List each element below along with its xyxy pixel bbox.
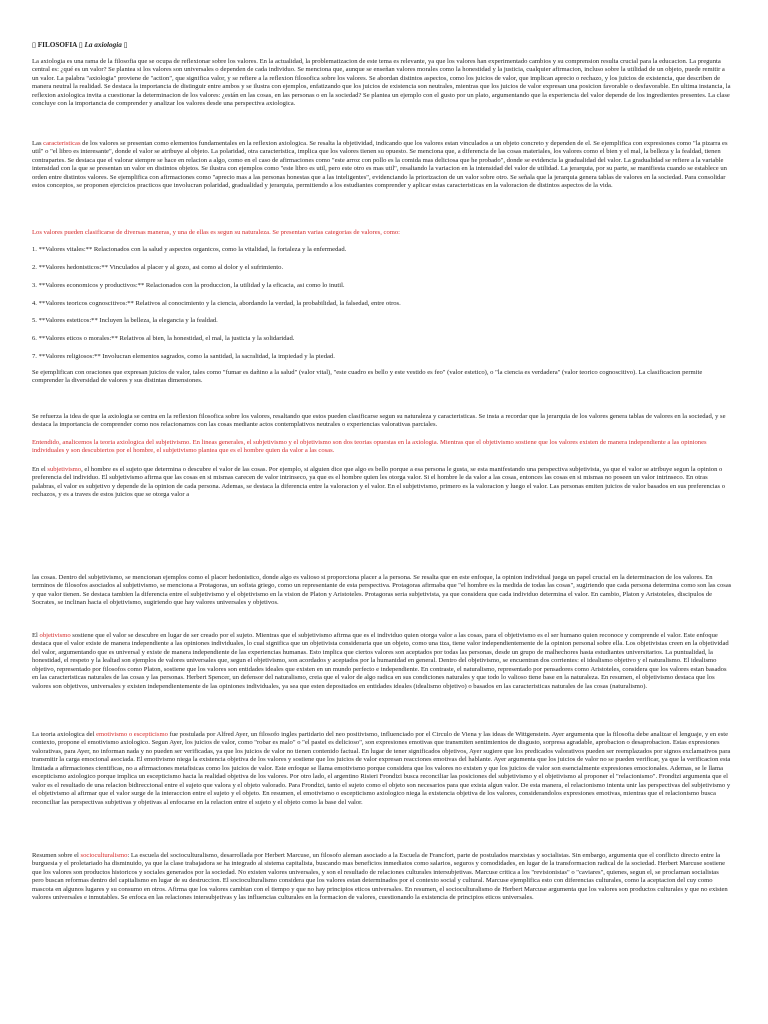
paragraph-ejemplos (32, 369, 732, 386)
text-run: de los valores se presentan como elementos fundamentales en la reflexion axiologica. Se resalta la objetividad, indicando que los valores estan vinculados a un objeto concreto y dependen de el. Se ejemplifica con expresiones como "la pizarra es util" o "el libro es interesante", donde el valor se atribuye al objeto. La polaridad, otra caracteristica, implica que los valores tienen su opuesto. Se menciona que, a diferencia de las cosas materiales, los valores como el bien y el mal, la belleza y la fealdad, tienen contrapartes. Se destaca que el valorar siempre se hace en relacion a algo, como en el caso de afirmaciones como "este arroz con pollo es la comida mas deliciosa que he probado", donde se evidencia la gradualidad del valor. La gradualidad se refiere a la variable intensidad con la que se presentan un valor en distintos objetos. Se ilustra con ejemplos como "este libro es util, pero este otro es mas util", resaltando la variacion en la intensidad del valor de utilidad. La jerarquia, por su parte, se manifiesta cuando se establece un orden entre distintos valores. Se ejemplifica con afirmaciones como "aprecio mas a las personas honestas que a las inteligentes", evidenciando la priorizacion de un valor sobre otro. Se señala que la jerarquia genera tablas de valores en la sociedad. Para consolidar estos conceptos, se proponen ejercicios practicos que involucran polaridad, gradualidad y jerarquia, permitiendo a los estudiantes comprender y aplicar estas caracteristicas en la valoracion de distintos aspectos de la vida. (32, 140, 728, 190)
paragraph-text: Se refuerza la idea de que la axiologia se centra en la reflexion filosofica sobre los valores, resaltando que estos pueden clasificarse segun su naturaleza y caracteristicas. Se insta a recordar que la jerarquia de los valores genera tablas de valores en la sociedad, y se destaca la importancia de comprender como nos relacionamos con las cosas mediante actos contemplativos neutrales o experiencias valorativas parciales. (32, 413, 726, 429)
paragraph-text: Los valores pueden clasificarse de diversas maneras, y una de ellas es segun su naturaleza. Se presentan varias categorias de valores, como: (32, 229, 401, 236)
paragraph-text (32, 140, 732, 191)
paragraph-text (32, 466, 732, 500)
paragraph-text (32, 731, 732, 807)
text-run: La teoria axiologica del (32, 731, 97, 738)
text-run: : La escuela del socioculturalismo, desarrollada por Herbert Marcuse, un filosofo aleman asociado a la Escuela de Francfort, parte de postulados marxistas y socialistas. Sin embargo, argumenta que el conflicto directo entre la burguesia y el proletariado ha disminuido, ya que la clase trabajadora se ha integrado al sistema capitalista, buscando mas beneficios inmediatos como salarios, seguros y comodidades, en lugar de la transformacion radical de la sociedad. Herbert Marcuse sostiene que los valores son productos historicos y sociales generados por la sociedad. No existen valores universales, y son el resultado de relaciones culturales intersubjetivas. Marcuse critica a los "revisionistas" o "caviares", quienes, segun el, se proclaman socialistas pero buscan reformas dentro del capitalismo en lugar de su destruccion. El socioculturalismo considera que los valores estan determinados por el contexto social y cultural. Marcuse ejemplifica esto con diferencias culturales, como la aceptacion del cuy como mascota en algunos lugares y su consumo en otros. Afirma que los valores cambian con el tiempo y que no hay principios eticos universales. En resumen, el socioculturalismo de Herbert Marcuse argumenta que los valores son productos culturales y que no existen valores universales e inmutables. Se enfoca en las relaciones intersubjetivas y las influencias culturales en la formacion de valores, cuestionando la existencia de principios eticos universales. (32, 852, 728, 902)
list-item: 5. **Valores esteticos:** Incluyen la belleza, la elegancia y la fealdad. (32, 317, 218, 325)
list-item: 1. **Valores vitales:** Relacionados con la salud y aspectos organicos, como la vitalidad, la fortaleza y la enfermedad. (32, 246, 347, 253)
list-item: 2. **Valores hedonisticos:** Vinculados al placer y al gozo, asi como al dolor y el sufrimiento. (32, 263, 284, 271)
paragraph-clasificacion (32, 229, 732, 237)
list-item: 3. **Valores economicos y productivos:** Relacionados con la produccion, la utilidad y la eficacia, asi como lo inutil. (32, 281, 345, 289)
page-title (32, 40, 128, 49)
paragraph-text (32, 632, 732, 691)
paragraph-subjetivismo (32, 466, 732, 500)
highlight-term: socioculturalismo (80, 852, 128, 859)
highlight-term: caracteristicas (43, 140, 81, 147)
paragraph-text (32, 852, 732, 903)
title-box-glyph: ▯ (78, 41, 83, 49)
paragraph-intro (32, 58, 732, 109)
text-run: Resumen sobre el (32, 852, 81, 859)
paragraph-emotivismo (32, 731, 732, 807)
paragraph-socioculturalismo (32, 852, 732, 903)
title-main: FILOSOFIA (37, 41, 77, 49)
paragraph-text: La axiologia es una rama de la filosofia que se ocupa de reflexionar sobre los valores. En la actualidad, la problematizacion de este tema es relevante, ya que los valores han experimentado cambios y su comprension resulta crucial para la educacion. La pregunta central es: ¿qué es un valor? Se plantea si los valores son universales o dependen de cada individuo. Se menciona que, aunque se enseñan valores morales como la honestidad y la justicia, cualquier afirmacion, incluso sobre la utilidad de un objeto, puede remitir a un valor. La palabra "axiologia" proviene de "action", que significa valor, y se refiere a la reflexion filosofica sobre los valores. Se abordan distintos aspectos, como los juicios de valor, que implican aprecio o rechazo, y los juicios de existencia, que describen de manera neutral la realidad. Se destaca la importancia de distinguir entre ambos y se ilustra con ejemplos, enfatizando que los juicios de existencia son neutrales, mientras que los juicios de valor expresan una posicion favorable o desfavorable. En ultima instancia, la reflexion axiologica invita a cuestionar la determinacion de los valores: ¿están en las cosas, en las personas o en la sociedad? Se plantea un ejemplo con el gusto por un plato, argumentando que la experiencia del valor depende de los ingredientes presentes. La clase concluye con la importancia de comprender y analizar los valores desde una perspectiva axiologica. (32, 58, 731, 108)
highlight-term: emotivismo o escepticismo (96, 731, 168, 738)
paragraph-subjetivismo-intro (32, 439, 732, 456)
values-list (32, 246, 732, 371)
text-run: El (32, 632, 40, 639)
title-box-glyph: ▯ (123, 41, 128, 49)
text-run: fue postulada por Alfred Ayer, un filosofo ingles partidario del neo positivismo, influenciado por el Circulo de Viena y las ideas de Wittgenstein. Ayer argumenta que la filosofia debe analizar el lenguaje, y en este contexto, propone el emotivismo axiologico. Segun Ayer, los juicios de valor, como "robar es malo" o "el pastel es delicioso", son expresiones emotivas que transmiten sentimientos de disgusto, sorpresa agradable, aprobacion o desaprobacion. Estas expresiones valorativas, para Ayer, no informan nada y no pueden ser verificadas, ya que los juicios de valor no tienen contenido factual. En lugar de tener significados objetivos, Ayer sugiere que los predicados valorativos pueden ser reemplazados por signos exclamativos para transmitir la carga emocional asociada. El emotivismo niega la existencia objetiva de los valores y sostiene que los juicios de valor expresan reacciones emotivas del hablante. Ayer argumenta que los juicios de valor no se pueden verificar, ya que la verificacion esta limitada a afirmaciones cientificas, no a afirmaciones metafisicas como los juicios de valor. Este enfoque se llama emotivismo porque considera que los valores no existen y que los juicios de valor son esencialmente expresiones emocionales. Ademas, se le llama escepticismo axiologico porque implica un escepticismo hacia la realidad objetiva de los valores. Por otro lado, el argentino Risieri Frondizi busca reconciliar las posiciones del subjetivismo y el objetivismo al proponer el "relacionismo". Frondizi argumenta que el valor es el resultado de una relacion bidireccional entre el sujeto que valora y el objeto valorado. Para Frondizi, tanto el sujeto como el objeto son necesarios para que exista algun valor. De esta manera, el relacionismo intenta unir las perspectivas del subjetivismo y el objetivismo al afirmar que el valor surge de la interaccion entre el sujeto y el objeto. En resumen, el emotivismo o escepticismo axiologico niega la existencia objetiva de los valores, considerandolos expresiones emotivas, mientras que el relacionismo busca reconciliar las perspectivas subjetivas y objetivas al enfocarse en la relacion entre el sujeto y el objeto como la base del valor. (32, 731, 731, 806)
text-run: En el (32, 466, 48, 473)
title-sub: La axiologia (84, 41, 122, 49)
paragraph-caracteristicas (32, 140, 732, 191)
paragraph-text: Se ejemplifican con oraciones que expresan juicios de valor, tales como "fumar es dañino a la salud" (valor vital), "este cuadro es bello y este vestido es feo" (valor estetico), o "la ciencia es verdadera" (valor teorico cognoscitivo). La clasificacion permite comprender la diversidad de valores y sus distintas dimensiones. (32, 369, 703, 385)
list-item: 6. **Valores eticos o morales:** Relativos al bien, la honestidad, el mal, la justicia y la solidaridad. (32, 335, 295, 343)
paragraph-objetivismo (32, 632, 732, 691)
text-run: , el hombre es el sujeto que determina o descubre el valor de las cosas. Por ejemplo, si alguien dice que algo es bello porque a esa persona le gusta, se esta manifestando una perspectiva subjetivista, ya que el valor se atribuye segun la opinion o preferencia del individuo. El subjetivismo afirma que las cosas en si mismas carecen de valor intrinseco, ya que es el hombre quien les otorga valor. Si el hombre le da valor a las cosas, entonces las cosas en si mismas no poseen un valor intrinseco. En otras palabras, el valor es subjetivo y depende de la opinion de cada persona. Ademas, se destaca la diferencia entre la valoracion y el valor. En el subjetivismo, primero es la valoracion y luego el valor. Las personas emiten juicios de valor basados en sus preferencias o rechazos, y es a traves de estos juicios que se otorga valor a (32, 466, 726, 499)
list-item: 4. **Valores teoricos cognoscitivos:** Relativos al conocimiento y la ciencia, abordando la verdad, la probabilidad, la falsedad, entre otros. (32, 299, 401, 307)
text-run: sostiene que el valor se descubre en lugar de ser creado por el sujeto. Mientras que el subjetivismo afirma que es el individuo quien otorga valor a las cosas, para el objetivismo es el ser humano quien reconoce y comprende el valor. Este enfoque destaca que el valor existe de manera independiente a las opiniones individuales, lo cual significa que un objetivista consideraria que un objeto, como una tiza, tiene valor independientemente de la opinion personal sobre ella. Los objetivistas creen en la objetividad del valor, argumentando que es universal y existe de manera independiente de las experiencias humanas. Esto implica que ciertos valores son aceptados por todas las personas, desde un grupo de malhechores hasta estudiantes universitarios. La puntualidad, la honestidad, el respeto y la lealtad son ejemplos de valores universales que, segun el objetivismo, son acordados y aceptados por la humanidad en general. Dentro del objetivismo, se encuentran dos corrientes: el idealismo objetivo y el naturalismo. El idealismo objetivo, representado por filosofos como Platon, sostiene que los valores son entidades ideales que existen en un mundo perfecto e independiente. En contraste, el naturalismo, representado por pensadores como Aristoteles, considera que los valores estan basados en las caracteristicas naturales de las cosas y las personas. Herbert Spencer, un defensor del naturalismo, creia que el valor de algo radica en sus condiciones naturales y que todo lo valioso tiene base en la naturaleza. En resumen, el objetivismo destaca que los valores son objetivos, universales y existen independientemente de las opiniones individuales, ya sea que esten depositados en entidades ideales (idealismo objetivo) o basados en las caracteristicas naturales de las cosas (naturalismo). (32, 632, 729, 690)
paragraph-refuerzo (32, 413, 732, 430)
highlight-term: objetivismo (39, 632, 71, 639)
text-run: Las (32, 140, 44, 147)
paragraph-text: las cosas. Dentro del subjetivismo, se mencionan ejemplos como el placer hedonistico, donde algo es valioso si proporciona placer a la persona. Se resalta que en este enfoque, la opinion individual juega un papel crucial en la determinacion de los valores. En terminos de filosofos asociados al subjetivismo, se menciona a Protagoras, un sofista griego, como un representante de esta perspectiva. Protagoras afirmaba que "el hombre es la medida de todas las cosas", sugiriendo que cada persona determina como son las cosas y que valor tienen. Se destaca tambien la diferencia entre el subjetivismo y el objetivismo en la vision de Platon y Aristoteles. Protagoras seria subjetivista, ya que considera que cada individuo determina el valor. En cambio, Platon y Aristoteles, discipulos de Socrates, se inclinan hacia el objetivismo, sugiriendo que hay valores universales y objetivos. (32, 574, 732, 607)
title-box-glyph: ▯ (32, 41, 36, 49)
list-item: 7. **Valores religiosos:** Involucran elementos sagrados, como la santidad, la sacralidad, la impiedad y la piedad. (32, 353, 335, 361)
highlight-term: subjetivismo (47, 466, 82, 473)
paragraph-text: Entendido, analicemos la teoria axiologica del subjetivismo. En lineas generales, el subjetivismo y el objetivismo son dos teorias opuestas en la axiologia. Mientras que el objetivismo sostiene que los valores existen de manera independiente a las opiniones individuales y son descubiertos por el hombre, el subjetivismo plantea que es el hombre quien da valor a las cosas. (32, 439, 707, 455)
paragraph-subjetivismo-cont (32, 574, 732, 608)
